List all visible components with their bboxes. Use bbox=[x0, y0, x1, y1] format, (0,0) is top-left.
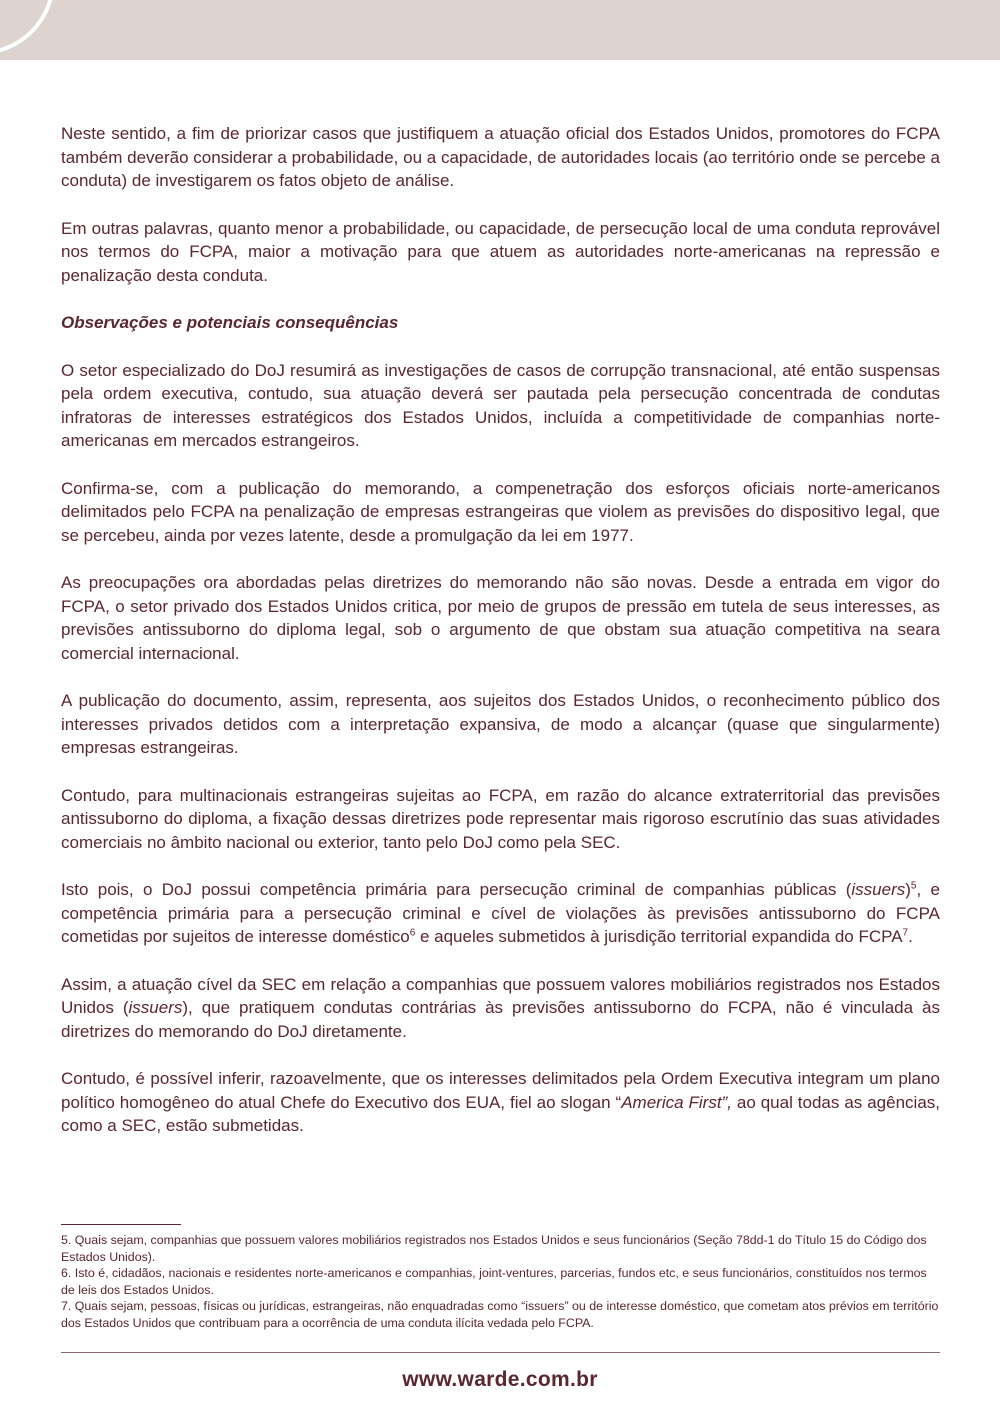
issuers-term: issuers bbox=[851, 880, 906, 899]
footer-divider bbox=[61, 1352, 940, 1353]
text-run: ) bbox=[905, 880, 911, 899]
paragraph-sec bbox=[61, 973, 940, 1044]
text-run: e aqueles submetidos à jurisdição territorial expandida do FCPA bbox=[415, 927, 903, 946]
slogan-text: America First”, bbox=[621, 1092, 732, 1112]
paragraph-competencia bbox=[61, 878, 940, 949]
paragraph: Confirma-se, com a publicação do memorando, a compenetração dos esforços oficiais norte-americanos delimitados pelo FCPA na penalização de empresas estrangeiras que violem as previsões do dispositivo legal, que se percebeu, ainda por vezes latente, desde a promulgação da lei em 1977. bbox=[61, 478, 940, 545]
text-run: Assim, a atuação cível da SEC em relação a companhias que possuem valores mobiliários registrados nos Estados Unidos ( bbox=[61, 974, 940, 1017]
paragraph: A publicação do documento, assim, representa, aos sujeitos dos Estados Unidos, o reconhecimento público dos interesses privados detidos com a interpretação expansiva, de modo a alcançar (quase que singularmente) empresas estrangeiras. bbox=[61, 691, 940, 757]
footnote-ref-7[interactable]: 7 bbox=[902, 927, 909, 939]
text-run: . bbox=[908, 927, 913, 946]
header-band bbox=[0, 0, 1000, 60]
footnote-ref-5[interactable]: 5 bbox=[910, 880, 917, 892]
footnotes bbox=[61, 1232, 940, 1331]
article-body bbox=[61, 122, 940, 1162]
paragraph: Neste sentido, a fim de priorizar casos que justifiquem a atuação oficial dos Estados Unidos, promotores do FCPA também deverão considerar a probabilidade, ou a capacidade, de autoridades locais (ao território onde se percebe a conduta) de investigarem os fatos objeto de análise. bbox=[61, 124, 940, 190]
paragraph: Em outras palavras, quanto menor a probabilidade, ou capacidade, de persecução local de uma conduta reprovável nos termos do FCPA, maior a motivação para que atuem as autoridades norte-americanas na repressão e penalização desta conduta. bbox=[61, 218, 940, 285]
text-run: ao qual todas as agências, como a SEC, estão submetidas. bbox=[61, 1092, 940, 1135]
text-run: Contudo, é possível inferir, razoavelmente, que os interesses delimitados pela Ordem Executiva integram um plano político homogêneo do atual Chefe do Executivo dos EUA, fiel ao slogan “ bbox=[61, 1069, 940, 1112]
footnote-5: 5. Quais sejam, companhias que possuem valores mobiliários registrados nos Estados Unidos e seus funcionários (Seção 78dd-1 do Título 15 do Código dos Estados Unidos). bbox=[61, 1233, 927, 1264]
text-run: ), que pratiquem condutas contrárias às previsões antissuborno do FCPA, não é vinculada às diretrizes do memorando do DoJ diretamente. bbox=[61, 998, 940, 1041]
corner-arc-decoration bbox=[0, 0, 55, 55]
footer-url[interactable]: www.warde.com.br bbox=[402, 1368, 598, 1391]
footnote-7: 7. Quais sejam, pessoas, físicas ou jurídicas, estrangeiras, não enquadradas como “issuers” ou de interesse doméstico, que cometam atos prévios em território dos Estados Unidos que contribuam para a ocorrência de uma conduta ilícita vedada pelo FCPA. bbox=[61, 1299, 939, 1330]
paragraph: O setor especializado do DoJ resumirá as investigações de casos de corrupção transnacional, até então suspensas pela ordem executiva, contudo, sua atuação deverá ser pautada pela persecução concentrada de condutas infratoras de interesses estratégicos dos Estados Unidos, incluída a competitividade de companhias norte-americanas em mercados estrangeiros. bbox=[61, 360, 940, 450]
section-heading: Observações e potenciais consequências bbox=[61, 313, 399, 332]
issuers-term: issuers bbox=[128, 998, 183, 1017]
paragraph: As preocupações ora abordadas pelas diretrizes do memorando não são novas. Desde a entrada em vigor do FCPA, o setor privado dos Estados Unidos critica, por meio de grupos de pressão em tutela de seus interesses, as previsões antissuborno do diploma legal, sob o argumento de que obstam sua atuação competitiva na seara comercial internacional. bbox=[61, 573, 940, 663]
text-run: Isto pois, o DoJ possui competência primária para persecução criminal de companhias públicas ( bbox=[61, 880, 852, 899]
footnote-6: 6. Isto é, cidadãos, nacionais e residentes norte-americanos e companhias, joint-ventures, parcerias, fundos etc, e seus funcionários, constituídos nos termos de leis dos Estados Unidos. bbox=[61, 1266, 927, 1297]
footnote-divider bbox=[61, 1224, 181, 1225]
text-run: , e competência primária para a persecução criminal e cível de violações às previsões antissuborno do FCPA cometidas por sujeitos de interesse doméstico bbox=[61, 880, 940, 946]
paragraph: Contudo, para multinacionais estrangeiras sujeitas ao FCPA, em razão do alcance extraterritorial das previsões antissuborno do diploma, a fixação dessas diretrizes pode representar mais rigoroso escrutínio das suas atividades comerciais no âmbito nacional ou exterior, tanto pelo DoJ como pela SEC. bbox=[61, 785, 940, 852]
paragraph-america-first bbox=[61, 1067, 940, 1138]
footnote-ref-6[interactable]: 6 bbox=[409, 927, 416, 939]
